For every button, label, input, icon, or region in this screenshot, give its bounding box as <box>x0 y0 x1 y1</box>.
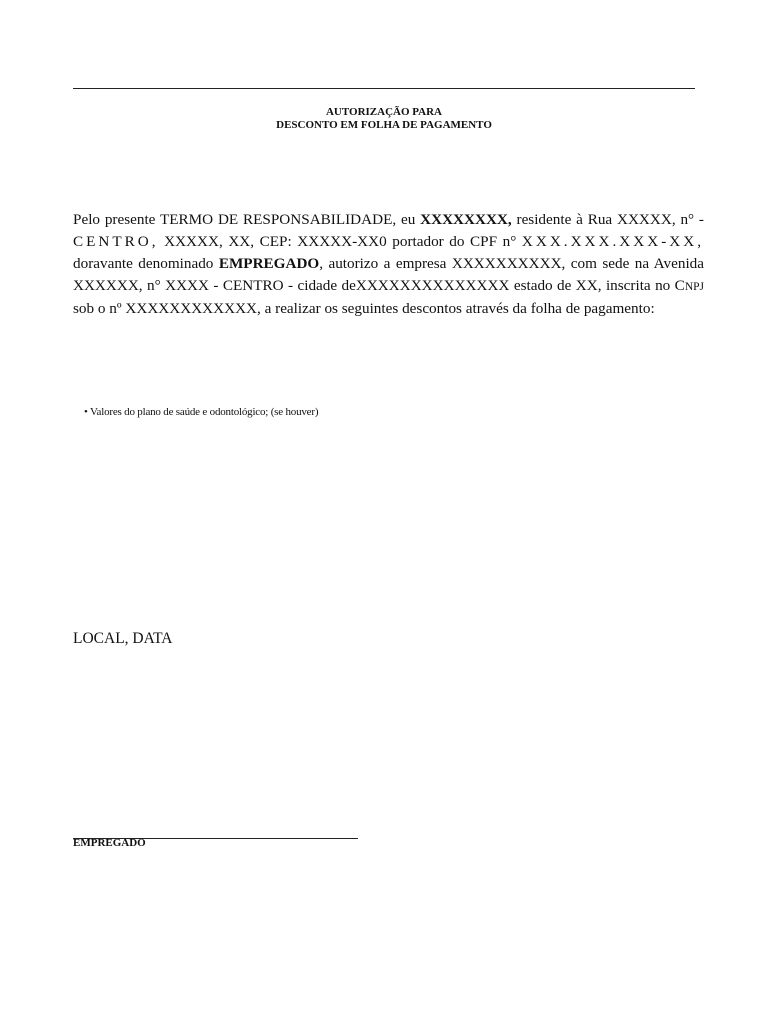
para-text-cep: XXXXX, XX, CEP: XXXXX-XX0 portador do CPF n° <box>158 233 522 250</box>
deduction-list-item: • Valores do plano de saúde e odontológico; (se houver) <box>84 406 319 418</box>
document-title <box>73 106 695 132</box>
cpf-number-placeholder: XXX.XXX.XXX-XX, <box>521 233 704 250</box>
para-text-company: , autorizo a empresa XXXXXXXXXX, com sede na Avenida XXXXXX, n° XXXX - CENTRO - cidade deXXXXXXXXXXXXXX estado de XX, inscrita no C <box>73 255 705 294</box>
para-text-closing: sob o nº XXXXXXXXXXXX, a realizar os seguintes descontos através da folha de pagamento: <box>73 300 655 317</box>
title-line-2: DESCONTO EM FOLHA DE PAGAMENTO <box>276 119 492 131</box>
top-horizontal-rule <box>73 88 695 89</box>
title-line-1: AUTORIZAÇÃO PARA <box>325 106 442 118</box>
para-text-designated: doravante denominado <box>73 255 219 272</box>
employee-name-placeholder: XXXXXXXX, <box>420 211 512 228</box>
employee-designation: EMPREGADO <box>218 255 320 272</box>
local-date-line: LOCAL, DATA <box>73 630 173 647</box>
para-text-address: residente à Rua XXXXX, n° - <box>511 211 704 228</box>
signature-label: EMPREGADO <box>73 837 146 849</box>
authorization-paragraph <box>73 209 704 320</box>
para-text-cnpj-suffix: NPJ <box>684 281 704 293</box>
para-text-district: CENTRO, <box>73 233 159 250</box>
para-text-intro: Pelo presente TERMO DE RESPONSABILIDADE, eu <box>73 211 421 228</box>
